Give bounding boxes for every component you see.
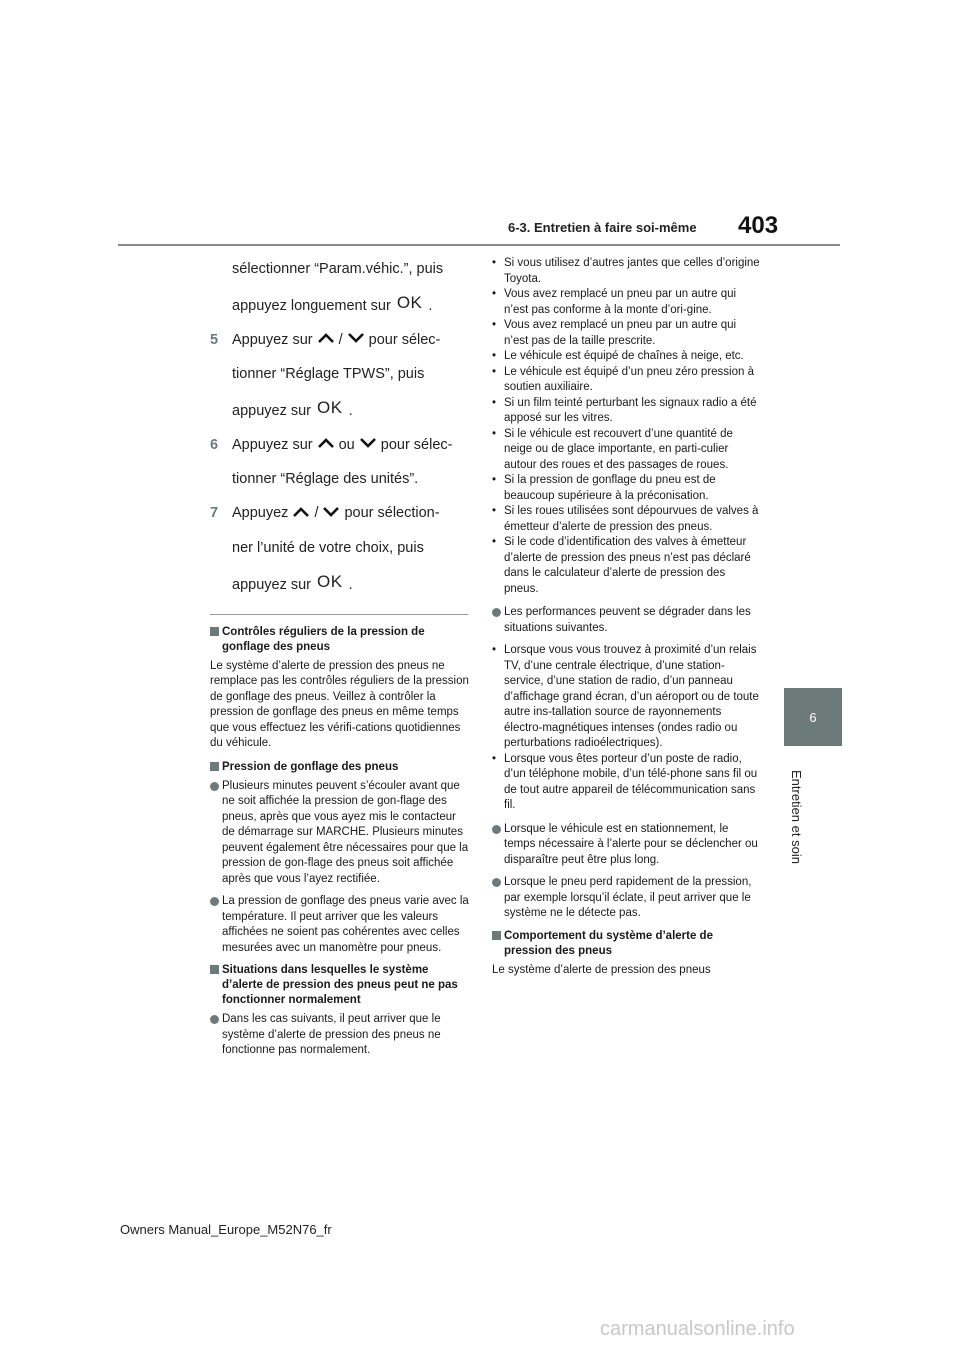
square-bullet-icon	[210, 762, 219, 771]
list-item: La pression de gonflage des pneus varie avec la température. Il peut arriver que les valeurs affichées ne soient pas cohérentes avec celles mesurées avec un manomètre pour pneus.	[210, 894, 470, 956]
list-item: • Si un film teinté perturbant les signaux radio a été apposé sur les vitres.	[492, 396, 757, 424]
list-item: Plusieurs minutes peuvent s’écouler avant que ne soit affichée la pression de gon-flage des pneus, après que vous ayez mis le contacteur de démarrage sur MARCHE. Plusieurs minutes peuvent également être nécessaires pour que la pression de gon-flage des pneus soit affichée après que vous l’ayez rectifiée.	[210, 779, 470, 888]
step-6: 6 Appuyez sur ou pour sélec- tionner “Réglage des unités”.	[210, 434, 470, 490]
ok-button-icon: OK	[317, 398, 343, 418]
subheading: Comportement du système d’alerte de pression des pneus	[492, 929, 760, 959]
paragraph: Le système d’alerte de pression des pneus	[492, 963, 711, 976]
list-item: Dans les cas suivants, il peut arriver que le système d’alerte de pression des pneus ne fonctionne pas normalement.	[210, 1012, 470, 1059]
step-intro: sélectionner “Param.véhic.”, puis appuyez longuement sur OK .	[232, 261, 444, 314]
list-item: • Le véhicule est équipé d’un pneu zéro pression à soutien auxiliaire.	[492, 365, 754, 393]
page-number: 403	[738, 212, 779, 239]
round-bullet-icon	[210, 1015, 219, 1024]
situations-list	[492, 256, 760, 597]
list-item: • Si le véhicule est recouvert d’une quantité de neige ou de glace importante, en parti-culier autour des roues et des passages de roues.	[492, 427, 733, 471]
chapter-number: 6	[809, 709, 817, 725]
section-title: 6-3. Entretien à faire soi-même	[508, 220, 697, 235]
subheading: Pression de gonflage des pneus	[210, 760, 470, 775]
chevron-down-icon	[322, 503, 340, 525]
list-item: • Lorsque vous vous trouvez à proximité d’un relais TV, d’une centrale électrique, d’une station-service, d’une station de radio, d’un panneau d’affichage grand écran, d’un aéroport ou de toute autre ins-tallation source de rayonnements électro-magnétiques intenses (ondes radio ou perturbations radioélectriques).	[492, 644, 759, 749]
round-bullet-icon	[492, 878, 501, 887]
list-item: • Si les roues utilisées sont dépourvues de valves à émetteur d’alerte de pression des pneus.	[492, 505, 759, 533]
list-item: • Si vous utilisez d’autres jantes que celles d’origine Toyota.	[492, 257, 760, 285]
left-column	[210, 258, 470, 1066]
step-5: 5 Appuyez sur / pour sélec- tionner “Réglage TPWS”, puis appuyez sur OK .	[210, 329, 470, 422]
list-item: • Le véhicule est équipé de chaînes à neige, etc.	[492, 350, 744, 362]
chevron-up-icon	[292, 503, 310, 525]
square-bullet-icon	[210, 627, 219, 636]
square-bullet-icon	[210, 965, 219, 974]
list-item: Lorsque le véhicule est en stationnement, le temps nécessaire à l’alerte pour se déclencher ou disparaître peut être plus long.	[492, 822, 760, 869]
ok-button-icon: OK	[396, 293, 423, 312]
footer-text: Owners Manual_Europe_M52N76_fr	[120, 1222, 332, 1237]
list-item: • Vous avez remplacé un pneu par un autre qui n’est pas de la taille prescrite.	[492, 319, 737, 347]
list-item: • Si le code d’identification des valves à émetteur d’alerte de pression des pneus n’est pas déclaré dans le calculateur d’alerte de pression des pneus.	[492, 536, 751, 595]
header-rule	[118, 244, 840, 246]
chevron-down-icon	[359, 434, 377, 456]
round-bullet-icon	[210, 782, 219, 791]
watermark: carmanualsonline.info	[600, 1318, 795, 1340]
list-item: Lorsque le pneu perd rapidement de la pression, par exemple lorsqu’il éclate, il peut arriver que le système ne le détecte pas.	[492, 875, 760, 922]
chevron-up-icon	[317, 329, 335, 351]
step-7: 7 Appuyez / pour sélection- ner l’unité de votre choix, puis appuyez sur OK .	[210, 502, 470, 595]
ok-button-icon: OK	[317, 571, 343, 591]
square-bullet-icon	[492, 931, 501, 940]
chevron-down-icon	[347, 329, 365, 351]
right-column	[492, 256, 760, 986]
interference-list	[492, 643, 760, 814]
round-bullet-icon	[492, 608, 501, 617]
list-item: • Si la pression de gonflage du pneu est de beaucoup supérieure à la préconisation.	[492, 474, 716, 502]
section-divider	[210, 614, 468, 615]
list-item: • Lorsque vous êtes porteur d’un poste de radio, d’un téléphone mobile, d’un télé-phone sans fil ou de tout autre appareil de télécommunication sans fil.	[492, 752, 758, 811]
round-bullet-icon	[210, 897, 219, 906]
subheading: Situations dans lesquelles le système d’alerte de pression des pneus peut ne pas fonctionner normalement	[210, 963, 470, 1008]
chevron-up-icon	[317, 434, 335, 456]
chapter-tab	[784, 688, 842, 746]
round-bullet-icon	[492, 825, 501, 834]
list-item: Les performances peuvent se dégrader dans les situations suivantes.	[492, 605, 760, 636]
subheading: Contrôles réguliers de la pression de gonflage des pneus	[210, 625, 470, 655]
paragraph: Le système d’alerte de pression des pneus ne remplace pas les contrôles réguliers de la pression de gonflage des pneus. Veillez à contrôler la pression de gonflage des pneus en même temps que vous effectuez les vérifi-cations quotidiennes du véhicule.	[210, 659, 469, 750]
chapter-label: Entretien et soin	[789, 770, 804, 864]
list-item: • Vous avez remplacé un pneu par un autre qui n’est pas conforme à la monte d’ori-gine.	[492, 288, 737, 316]
